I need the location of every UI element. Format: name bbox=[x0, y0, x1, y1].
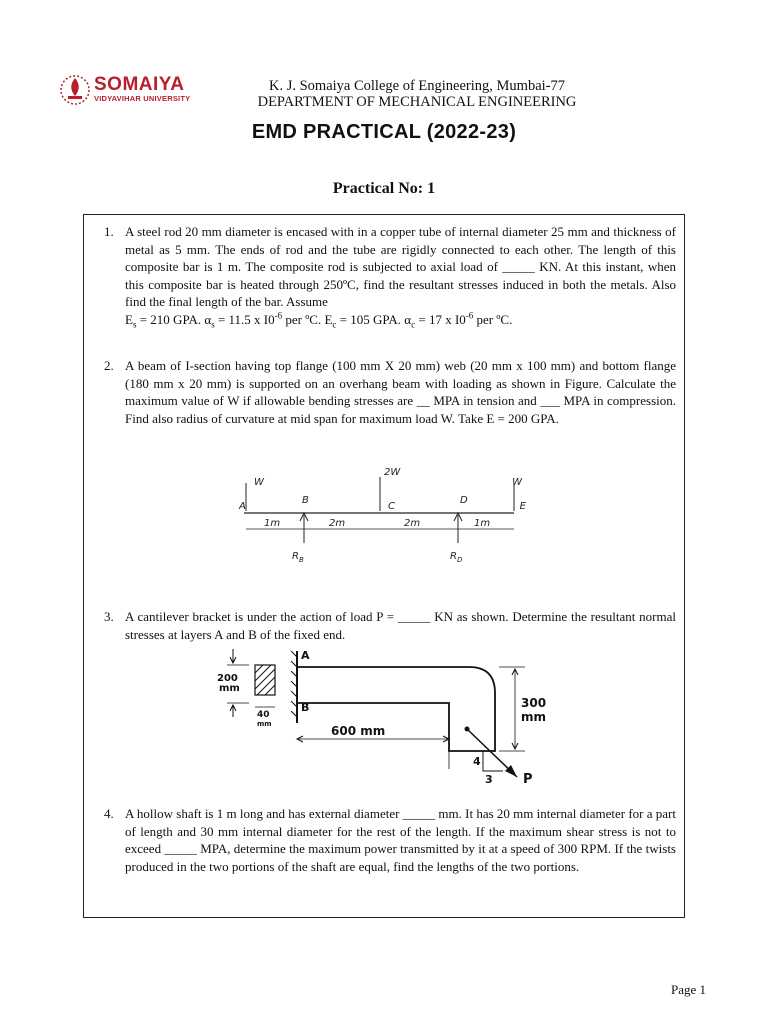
questions-box bbox=[83, 214, 685, 918]
question-text: A cantilever bracket is under the action of load P = _____ KN as shown. Determine the resultant normal stresses at layers A and B of the fixed end. bbox=[125, 609, 676, 642]
load-label: W bbox=[254, 477, 264, 488]
point-label: B bbox=[301, 701, 310, 714]
question-number: 2. bbox=[104, 358, 114, 373]
dimension-label: mm bbox=[521, 710, 547, 724]
span-label: 1m bbox=[474, 518, 491, 529]
reaction-label: $R_B$ bbox=[292, 551, 304, 564]
slope-label: 4 bbox=[473, 755, 481, 768]
material-properties: $E_s = 210$ GPA. $\alpha_s = 11.5$ x $I0^{-6}$ per ºC. $E_c = 105$ GPA. $\alpha_c = 17$ x $I0^{-6}$ per ºC. bbox=[125, 310, 513, 330]
cantilever-bracket-figure bbox=[199, 643, 559, 787]
point-label: E bbox=[519, 501, 526, 512]
dimension-label: mm bbox=[257, 720, 272, 728]
practical-number: Practical No: 1 bbox=[332, 180, 436, 197]
question-text: A steel rod 20 mm diameter is encased with in a copper tube of internal diameter 25 mm and thickness of metal as 5 mm. The ends of rod and the tube are rigidly connected to each other. The length of this composite bar is 1 m. The composite rod is subjected to axial load of _____ KN. At this instant, when this composite bar is heated through 250ºC, find the resultant stresses induced in both the metals. Also find the final length of the bar. Assume bbox=[125, 224, 676, 310]
question-1 bbox=[104, 223, 676, 329]
question-text: A beam of I-section having top flange (100 mm X 20 mm) web (20 mm x 100 mm) and bottom flange (180 mm x 20 mm) is supported on an overhang beam with loading as shown in Figure. Calculate the maximum value of W if allowable bending stresses are __ MPA in tension and ___ MPA in compression. Find also radius of curvature at mid span for maximum load W. Take E = 200 GPA. bbox=[125, 358, 676, 426]
college-name: K. J. Somaiya College of Engineering, Mumbai-77 bbox=[269, 78, 565, 94]
load-label: 2W bbox=[384, 467, 401, 478]
span-label: 2m bbox=[404, 518, 421, 529]
point-label: D bbox=[460, 495, 468, 506]
question-number: 3. bbox=[104, 609, 114, 624]
point-label: C bbox=[388, 501, 395, 512]
reaction-label: $R_D$ bbox=[450, 551, 463, 564]
point-label: B bbox=[302, 495, 309, 506]
question-text: A hollow shaft is 1 m long and has external diameter _____ mm. It has 20 mm internal diameter for a part of length and 30 mm internal diameter for the rest of the length. If the maximum shear stress is not to exceed _____ MPA, determine the maximum power transmitted by it at a speed of 300 RPM. If the twists produced in the two portions of the shaft are equal, find the lengths of the two portions. bbox=[125, 806, 676, 874]
question-number: 1. bbox=[104, 224, 114, 239]
span-label: 2m bbox=[329, 518, 346, 529]
point-label: A bbox=[239, 501, 246, 512]
load-label: P bbox=[523, 772, 533, 787]
department-name: DEPARTMENT OF MECHANICAL ENGINEERING bbox=[257, 94, 577, 110]
question-number: 4. bbox=[104, 806, 114, 821]
question-3 bbox=[104, 608, 676, 643]
logo-name: SOMAIYA bbox=[94, 74, 185, 95]
logo-emblem-icon bbox=[58, 70, 92, 110]
question-4 bbox=[104, 805, 676, 875]
point-label: A bbox=[301, 649, 310, 662]
university-logo bbox=[58, 70, 208, 114]
college-header bbox=[236, 78, 598, 110]
dimension-label: 200 bbox=[217, 673, 238, 684]
span-label: 1m bbox=[264, 518, 281, 529]
dimension-label: 300 bbox=[521, 696, 547, 710]
dimension-label: mm bbox=[219, 683, 240, 694]
page-number: Page 1 bbox=[670, 982, 706, 997]
question-2 bbox=[104, 357, 676, 427]
beam-loading-figure bbox=[234, 463, 524, 569]
page-title: EMD PRACTICAL (2022-23) bbox=[251, 121, 517, 143]
dimension-label: 40 bbox=[257, 710, 270, 720]
load-label: W bbox=[512, 477, 522, 488]
slope-label: 3 bbox=[485, 773, 493, 786]
logo-subtitle: VIDYAVIHAR UNIVERSITY bbox=[94, 94, 191, 103]
length-label: 600 mm bbox=[331, 724, 386, 738]
